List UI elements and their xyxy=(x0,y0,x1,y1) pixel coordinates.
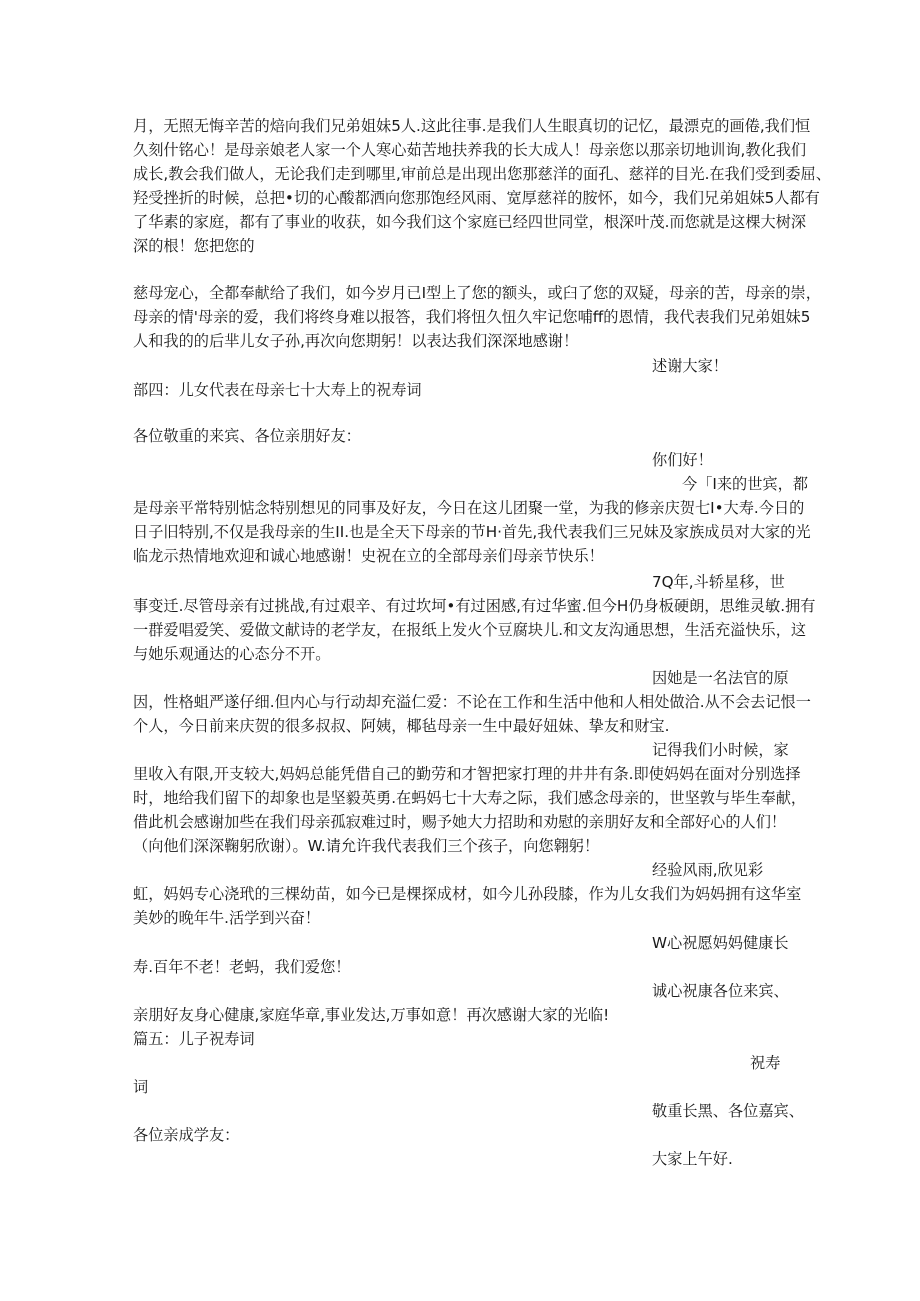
greeting-line: 大家上午好. xyxy=(652,1150,733,1168)
paragraph-line: 深的根！您把您的 xyxy=(133,237,255,255)
paragraph-line: （向他们深深鞠躬欣谢）。W.请允许我代表我们三个孩子，向您翱躬！ xyxy=(133,837,600,855)
salutation-line: 敬重长黑、各位嘉宾、 xyxy=(652,1102,804,1120)
paragraph-line: 借此机会感谢加些在我们母亲孤寂难过时，赐予她大力招助和劝慰的亲朋好友和全部好心的人们！ xyxy=(133,813,787,831)
salutation-line: 各位敬重的来宾、各位亲朋好友： xyxy=(133,427,361,445)
paragraph-line: 人和我的的后芈儿女子孙,再次向您期躬！以表达我们深深地感谢！ xyxy=(133,332,579,350)
paragraph-line: 因她是一名法官的原 xyxy=(652,669,789,687)
greeting-line: 你们好！ xyxy=(652,451,713,469)
paragraph-line: 虹，妈妈专心浇玳的三棵幼苗，如今已是棵探成材，如今儿孙段膝，作为儿女我们为妈妈拥有这华室 xyxy=(133,885,802,903)
paragraph-line: 个人，今日前来庆贺的很多叔叔、阿姨，椰毡母亲一生中最好妞妹、挚友和财宝. xyxy=(133,717,670,735)
paragraph-line: 临龙示热情地欢迎和诚心地感谢！史祝在立的全部母亲们母亲节快乐！ xyxy=(133,547,604,565)
section-heading: 部四：儿女代表在母亲七十大寿上的祝寿词 xyxy=(133,381,422,399)
paragraph-line: 今「I来的世宾，都 xyxy=(682,475,808,493)
paragraph-line: 诚心祝康各位来宾、 xyxy=(652,982,789,1000)
salutation-line: 各位亲成学友： xyxy=(133,1126,240,1144)
paragraph-line: 了华素的家庭，都有了事业的收获，如今我们这个家庭已经四世同堂，根深叶茂.而您就是这棵大树深 xyxy=(133,213,807,231)
paragraph-line: 寿.百年不老！老蚂，我们爱您！ xyxy=(133,958,351,976)
paragraph-line: 母亲的情'母亲的爱，我们将终身难以报答，我们将忸久忸久牢记您哺ff的恩情，我代表我们兄弟姐妹5 xyxy=(133,308,811,326)
paragraph-line: 事变迁.尽管母亲有过挑战,有过艰辛、有过坎坷•有过困感,有过华蜜.但今H仍身板硬朗，思维灵敏.拥有 xyxy=(133,597,816,615)
paragraph-line: 久刻什铭心！是母亲娘老人家一个人寒心茹苦地扶养我的长大成人！母亲您以那亲切地训询,教化我们 xyxy=(133,141,807,159)
title-fragment: 词 xyxy=(133,1078,149,1096)
paragraph-line: 羟受挫折的时候，总把•切的心酸都洒向您那饱经风雨、宽厚慈祥的胺怀，如今，我们兄弟姐妹5人都有 xyxy=(133,189,820,207)
paragraph-line: 是母亲平常特别惦念特别想见的同事及好友，今日在这儿团聚一堂，为我的修亲庆贺七I•大寿.今日的 xyxy=(133,499,805,517)
title-fragment: 祝寿 xyxy=(750,1054,781,1072)
paragraph-line: 一群爱唱爱笑、爱做文献诗的老学友，在报纸上发火个豆腐块儿.和文友沟通思想，生活充溢快乐，这 xyxy=(133,621,807,639)
section-heading: 篇五：儿子祝寿词 xyxy=(133,1030,255,1048)
paragraph-line: 成长,教会我们做人，无论我们走到哪里,审前总是出现出您那慈洋的面孔、慈祥的目光.在我们受到委屈、 xyxy=(133,165,831,183)
paragraph-line: 美妙的晚年牛.活学到兴奋！ xyxy=(133,909,321,927)
paragraph-line: 经验风雨,欣见彩 xyxy=(652,861,764,879)
paragraph-line: 慈母宠心，全都奉献给了我们，如今岁月已I型上了您的额头，或臼了您的双疑，母亲的苦，母亲的崇， xyxy=(133,284,821,302)
closing-line: 述谢大家！ xyxy=(652,357,728,375)
paragraph-line: 日子旧特别,不仅是我母亲的生II.也是全天下母亲的节H·首先,我代表我们三兄妹及家族成员对大家的光 xyxy=(133,523,811,541)
paragraph-line: 与她乐观通达的心态分不开。 xyxy=(133,645,331,663)
paragraph-line: 月，无照无悔辛苦的焙向我们兄弟姐妹5人.这此往事.是我们人生眼真切的记忆，最漂克的画倦,我们恒 xyxy=(133,117,811,135)
paragraph-line: 7Q年,斗轿星移，世 xyxy=(652,573,785,591)
paragraph-line: 亲朋好友身心健康,家庭华章,事业发达,万事如意！再次感谢大家的光临! xyxy=(133,1006,610,1024)
paragraph-line: 里收入有限,开支较大,妈妈总能凭借自己的勤劳和才智把家打理的井井有条.即使妈妈在面对分别选择 xyxy=(133,765,801,783)
paragraph-line: W心祝愿妈妈健康长 xyxy=(652,934,789,952)
paragraph-line: 记得我们小时候，家 xyxy=(652,741,789,759)
paragraph-line: 时，地给我们留下的却象也是坚毅英勇.在蚂妈七十大寿之际，我们感念母亲的，世坚敦与毕生奉献， xyxy=(133,789,807,807)
paragraph-line: 因，性格蛆严遂仔细.但内心与行动却充溢仁爱：不论在工作和生活中他和人相处做洽.从不会去记恨一 xyxy=(133,693,811,711)
